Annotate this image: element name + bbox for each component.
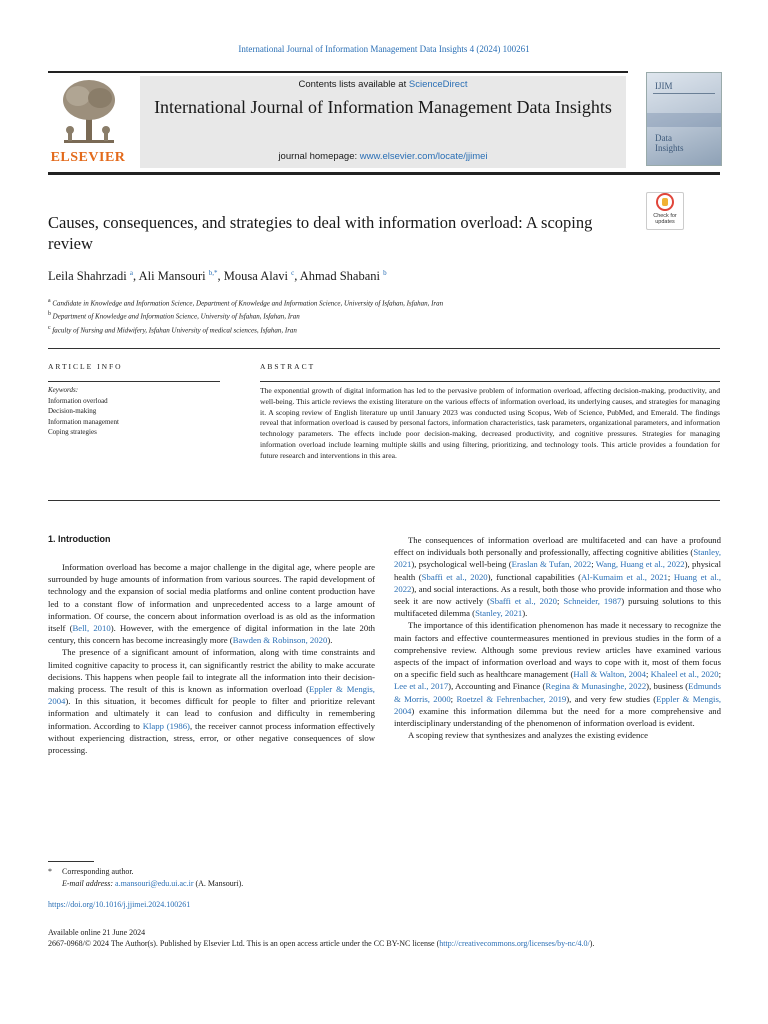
footnote-rule — [48, 861, 94, 862]
contents-line — [140, 79, 626, 90]
bookmark-icon — [662, 198, 668, 206]
cover-abbrev: IJIM — [655, 81, 673, 91]
body-text: ; — [591, 559, 596, 570]
body-column-left — [48, 561, 375, 756]
affiliation-text: Candidate in Knowledge and Information Science, Department of Knowledge and Information Science, University of Isfahan, Isfahan, Iran — [52, 299, 444, 308]
abstract-bottom-rule — [48, 500, 720, 501]
body-text: A scoping review that synthesizes and analyzes the existing evidence — [408, 730, 649, 741]
body-text: ; — [718, 669, 721, 680]
citation-link[interactable]: Eppler & Mengis, 2004 — [394, 693, 722, 716]
abstract-rule — [260, 381, 720, 382]
citation-link[interactable]: Stanley, 2021 — [475, 608, 523, 619]
check-updates-line-1: Check for — [653, 213, 677, 219]
keyword-item: Decision-making — [48, 407, 97, 415]
author-affil-sup[interactable]: a — [129, 269, 134, 277]
doi-link[interactable]: https://doi.org/10.1016/j.jjimei.2024.100261 — [48, 900, 191, 909]
body-text: The presence of a significant amount of information, along with time constraints and limited cognitive capacity to process it, can significantly restrict the ability to make accurate decisions. This happens when people fail to integrate all the information into their decision-making process. The result of this is known as information overload ( — [48, 647, 375, 695]
affiliation-sup: b — [48, 311, 51, 318]
cover-stripe — [647, 113, 721, 127]
license-link[interactable]: http://creativecommons.org/licenses/by-nc/4.0/ — [439, 938, 590, 948]
publication-info — [48, 928, 720, 950]
elsevier-logo[interactable] — [48, 76, 128, 168]
body-text: ). However, with the emergence of digital information in the late 20th century, this concern has become increasingly more ( — [48, 623, 375, 646]
corresponding-author-text: Corresponding author. — [62, 867, 134, 876]
affiliation-sup: a — [48, 298, 51, 304]
paragraph — [394, 534, 721, 619]
keyword-item: Information management — [48, 417, 119, 426]
homepage-prefix: journal homepage: — [278, 151, 360, 162]
author-affil-sup[interactable]: c — [291, 269, 295, 277]
citation-link[interactable]: Huang et al., 2022 — [394, 571, 721, 594]
cover-title-line-2: Insights — [655, 143, 684, 153]
body-text: ). — [327, 635, 333, 646]
body-text: ) pursuing solutions to this multifaceted dilemma ( — [394, 596, 721, 619]
article-info-rule — [48, 381, 220, 382]
email-suffix: (A. Mansouri). — [193, 879, 244, 888]
citation-link[interactable]: Roetzel & Fehrenbacher, 2019 — [456, 693, 567, 704]
cover-rule — [653, 93, 715, 94]
body-text: ; — [667, 571, 674, 582]
cover-title-line-1: Data — [655, 133, 672, 143]
journal-homepage-link[interactable]: www.elsevier.com/locate/jjimei — [359, 151, 488, 162]
keyword-item: Coping strategies — [48, 428, 97, 436]
copyright-text: 2667-0968/© 2024 The Author(s). Published by Elsevier Ltd. This is an open access article under the CC BY-NC license ( — [48, 938, 440, 948]
email-link[interactable]: a.mansouri@edu.ui.ac.ir — [115, 879, 194, 888]
journal-cover-thumbnail[interactable] — [646, 72, 722, 166]
article-info-top-rule — [48, 348, 720, 349]
citation-link[interactable]: Hall & Walton, 2004 — [573, 669, 646, 680]
body-text: ; — [557, 596, 564, 607]
copyright-line — [48, 939, 720, 950]
body-text: ), and very few studies ( — [566, 693, 657, 704]
citation-link[interactable]: Bawden & Robinson, 2020 — [232, 635, 328, 646]
homepage-line — [140, 151, 626, 162]
abstract-text: The exponential growth of digital information has led to the pervasive problem of information overload, affecting decision-making, productivity, and well-being. This article reviews the existing literature on the various effects of information overload, its underlying causes, and strategies for managing it. A scoping review of English literature up until January 2023 was conducted using Scopus, Web of Science, PubMed, and Emerald. The findings reveal that information overload is caused by personal factors, information characteristics, task parameters, organizational parameters, and information technology parameters. The effects include poor decision-making, decreased productivity, and cognitive pressures. Strategies for managing information overload include learning multiple skills and using filtering, prioritizing, and technology tools. This article provides a foundation for future research and interventions in this area. — [260, 386, 720, 460]
publisher-name: ELSEVIER — [50, 150, 126, 165]
paragraph — [48, 646, 375, 756]
paragraph — [48, 561, 375, 646]
citation-link[interactable]: Sbaffi et al., 2020 — [489, 596, 558, 607]
body-text: ), and social interactions. As a result, both those who provide information and those who seek it are now actively ( — [394, 583, 721, 607]
abstract-heading: ABSTRACT — [260, 362, 316, 371]
affiliation-item — [48, 323, 688, 336]
author-name[interactable]: Ali Mansouri — [138, 269, 206, 284]
citation-link[interactable]: Klapp (1986) — [142, 720, 190, 731]
body-text: The consequences of information overload are multifaceted and can have a profound effect on individuals both personally and professionally, affecting cognitive abilities ( — [394, 535, 721, 558]
keywords-block — [48, 385, 220, 438]
body-text: ). In this situation, it becomes difficult for people to filter and prioritize relevant information and ultimately it can lead to confusion and difficulty in remembering information. According to — [48, 696, 375, 731]
body-text: ), physical health ( — [394, 559, 721, 582]
running-head[interactable]: International Journal of Information Management Data Insights 4 (2024) 100261 — [238, 44, 530, 54]
body-text: ), Accounting and Finance ( — [448, 681, 546, 692]
keyword-item: Information overload — [48, 396, 108, 405]
header-bottom-rule — [48, 172, 720, 175]
article-info-heading: ARTICLE INFO — [48, 362, 123, 371]
footnotes — [48, 866, 448, 890]
author-affil-sup[interactable]: b,* — [208, 269, 218, 277]
affiliation-item — [48, 296, 688, 309]
author-name[interactable]: Ahmad Shabani — [299, 269, 380, 284]
author-list: Leila Shahrzadi $^a$, Ali Mansouri $^{b,*}$, Mousa Alavi $^c$, Ahmad Shabani $^b$ — [48, 269, 387, 284]
citation-link[interactable]: Eppler & Mengis, 2004 — [48, 684, 375, 707]
citation-link[interactable]: Bell, 2010 — [72, 623, 111, 634]
citation-link[interactable]: Edmunds & Morris, 2000 — [394, 681, 721, 704]
citation-link[interactable]: Sbaffi et al., 2020 — [421, 571, 488, 582]
paper-title: Causes, consequences, and strategies to deal with information overload: A scoping review — [48, 213, 593, 253]
sciencedirect-link[interactable]: ScienceDirect — [408, 79, 468, 90]
body-text: The importance of this identification phenomenon has made it necessary to recognize the main factors and effective countermeasures mentioned in previous studies in the form of a comprehensive review. Although some previous review articles have examined various aspects of the impact of information overload and ways to cope with it, most of them focus on a specific field such as healthcare management ( — [394, 620, 721, 680]
body-text: ), psychological well-being ( — [411, 559, 512, 570]
journal-banner — [140, 76, 626, 168]
author-affil-sup[interactable]: b — [383, 269, 387, 277]
citation-link[interactable]: Eraslan & Tufan, 2022 — [511, 559, 592, 570]
body-text: ; — [450, 693, 457, 704]
body-text: ) examine this information dilemma but the need for a more comprehensive and interdisciplinary understanding of the phenomenon of information overload is evident. — [394, 705, 721, 729]
body-text: ), business ( — [646, 681, 689, 692]
author-name[interactable]: Leila Shahrzadi — [48, 269, 127, 284]
citation-link[interactable]: Lee et al., 2017 — [394, 681, 449, 692]
citation-link[interactable]: Regina & Munasinghe, 2022 — [545, 681, 647, 692]
affiliation-sup: c — [48, 324, 51, 331]
body-column-right — [394, 534, 721, 741]
copyright-suffix: ). — [589, 938, 595, 948]
citation-link[interactable]: Stanley, 2021 — [394, 547, 721, 570]
check-updates-icon — [656, 193, 674, 211]
body-text: Information overload has become a major challenge in the digital age, where people are surrounded by huge amounts of information from various sources. The rapid development of technology and the expansion of social media platforms and online content production have led to a constant flow of information and unprecedented access to a large amount of information. Of course, the concern about information overload is as old as the information itself ( — [48, 562, 375, 634]
affiliation-text: faculty of Nursing and Midwifery, Isfahan University of medical sciences, Isfahan, Iran — [52, 325, 297, 334]
paragraph — [394, 619, 721, 729]
body-text: , the receiver cannot process information effectively without experiencing distraction, stress, error, or other negative consequences of slow processing. — [48, 720, 375, 756]
citation-link[interactable]: Khaleel et al., 2020 — [650, 669, 719, 680]
email-note — [48, 878, 448, 890]
affiliation-item — [48, 309, 688, 322]
header-top-rule — [48, 71, 628, 73]
elsevier-tree-icon — [58, 78, 120, 146]
keywords-label: Keywords: — [48, 386, 79, 394]
body-text: ; — [646, 669, 651, 680]
author-name[interactable]: Mousa Alavi — [223, 269, 288, 284]
available-online: Available online 21 June 2024 — [48, 928, 146, 937]
affiliation-text: Department of Knowledge and Information Science, University of Isfahan, Isfahan, Iran — [52, 312, 300, 321]
affiliations — [48, 296, 688, 336]
email-label: E-mail address: — [62, 879, 116, 888]
journal-title: International Journal of Information Management Data Insights — [154, 97, 612, 117]
cover-title — [655, 133, 684, 153]
check-updates-label — [646, 213, 684, 225]
check-for-updates-button[interactable] — [646, 192, 684, 230]
corresponding-author-note — [48, 866, 448, 878]
footnote-star: * — [48, 867, 52, 876]
paragraph — [394, 729, 721, 741]
section-heading-introduction: 1. Introduction — [48, 534, 111, 544]
citation-link[interactable]: Al-Kumaim et al., 2021 — [581, 571, 668, 582]
citation-link[interactable]: Schneider, 1987 — [563, 596, 622, 607]
body-text: ), functional capabilities ( — [487, 571, 582, 582]
citation-link[interactable]: Wang, Huang et al., 2022 — [595, 559, 685, 570]
check-updates-line-2: updates — [655, 219, 675, 225]
contents-prefix: Contents lists available at — [298, 79, 409, 90]
body-text: ). — [522, 608, 528, 619]
